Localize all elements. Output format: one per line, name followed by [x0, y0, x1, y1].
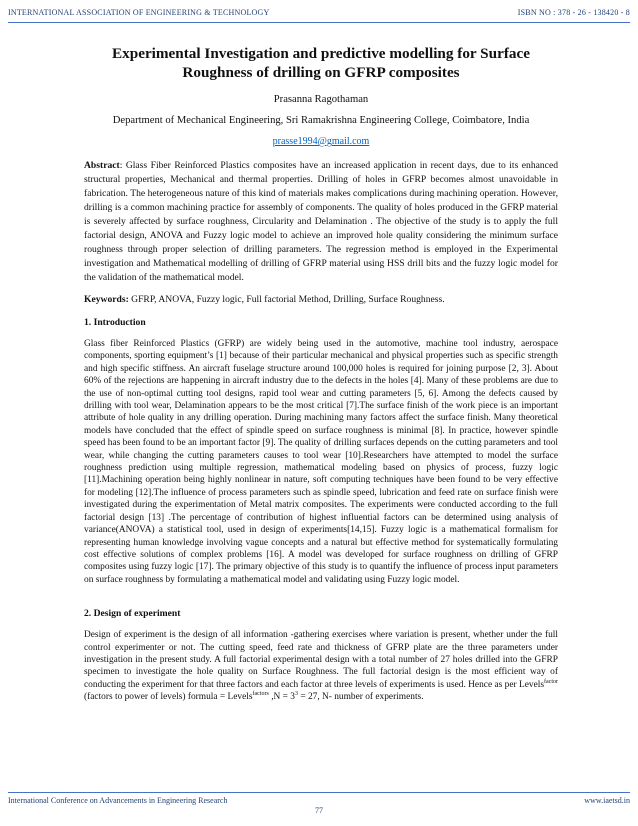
header-isbn: ISBN NO : 378 - 26 - 138420 - 8 — [517, 8, 630, 17]
paper-body — [84, 44, 558, 716]
author-email — [84, 136, 558, 147]
abstract-label: Abstract — [84, 160, 120, 171]
paper-title: Experimental Investigation and predictive modelling for Surface Roughness of drilling on GFRP composites — [112, 45, 530, 81]
page-header — [0, 0, 638, 26]
doe-text-c: ,N = 3 — [268, 692, 295, 703]
keywords — [84, 293, 558, 307]
doe-text-a: Design of experiment is the design of all information -gathering exercises where variation is present, whether under the full control experimenter or not. The cutting speed, feed rate and thickness of GFRP plate are the three parameters under investigation in the present study. A full factorial experimental design with a total number of 27 holes drilled into the GFRP specimen to investigate the hole quality on Surface Roughness. The full factorial design is the most efficient way of conducting the experiment for that three factors and each factor at three levels of experiments is used. Hence as per Levels — [84, 630, 558, 690]
doe-sup-factors: factors — [252, 691, 269, 698]
section-heading-introduction: 1. Introduction — [84, 317, 146, 328]
page-number: 77 — [315, 806, 323, 815]
author-affiliation: Department of Mechanical Engineering, Sri Ramakrishna Engineering College, Coimbatore, India — [112, 115, 530, 126]
doe-sup-factor: factor — [544, 678, 558, 685]
email-link[interactable]: prasse1994@gmail.com — [272, 136, 370, 147]
abstract-text: : Glass Fiber Reinforced Plastics composites have an increased application in recent days, due to its enhanced structural properties, Mechanical and thermal properties. Drilling of holes in GFRP becomes almost unavoidable in fabrication. The heterogeneous nature of this kind of materials makes complications during machining operation. However, drilling is a common machining practice for assembly of components. The quality of holes produced in the GFRP material is severely affected by surface roughness, Circularity and Delamination . The objective of the study is to apply the full factorial design, ANOVA and Fuzzy logic model to achieve an improved hole quality considering the minimum surface roughness through proper selection of drilling parameters. The regression method is employed in the Experimental investigation and Mathematical modelling of drilling of GFRP material using HSS drill bits and the fuzzy logic model for the validation of the mathematical model. — [84, 160, 558, 283]
footer-website: www.iaetsd.in — [584, 796, 630, 805]
abstract — [84, 159, 558, 285]
introduction-text: Glass fiber Reinforced Plastics (GFRP) are widely being used in the automotive, machine tool industry, aerospace components, sporting equipment’s [1] because of their particular mechanical and physical properties such as specific strength and high specific stiffness. An aircraft fuselage structure around 100,000 holes is required for joining purpose [2, 3]. About 60% of the rejections are happening in aircraft industry due to the defects in the holes [4]. Many of these problems are due to the use of non-optimal cutting tool designs, rapid tool wear and cutting parameters [5, 6]. Among the defects caused by drilling with tool wear, Delamination appears to be the most critical [7].The surface finish of the work piece is an important attribute of hole quality in any drilling operation. During machining many factors affect the surface finish. Many theoretical models have concluded that the effect of spindle speed on surface roughness is minimal [8]. In practice, however spindle speed has been found to be an important factor [9]. The quality of drilling surfaces depends on the cutting parameters and tool wear, while changing the cutting parameters causes to tool wear [10].Researchers have attempted to model the surface roughness prediction using multiple regression, mathematical modeling based on physics of process, fuzzy logic [11].Machining operation being highly nonlinear in nature, soft computing techniques have been found to be very effective for modeling [12].The influence of process parameters such as spindle speed, lubrication and feed rate on surface finish were investigated during the experimentation of Metal matrix composites. The experiments were conducted according to the full factorial design [13] .The percentage of contribution of highest influential factors can be determined using analysis of variance(ANOVA) a statistical tool, used in design of experiments[14,15]. Fuzzy logic is a mathematical formalism for representing human knowledge involving vague concepts and a natural but effective method for systematically formulating cost effective solutions of complex problems [16]. A model was developed for surface roughness on drilling of GFRP composites using fuzzy logic [17]. The primary objective of this study is to quantify the influence of process input parameters on surface roughness by formulating a mathematical model and validating using Fuzzy logic model. — [84, 339, 558, 585]
header-organization: INTERNATIONAL ASSOCIATION OF ENGINEERING & TECHNOLOGY — [8, 8, 270, 17]
author-name: Prasanna Ragothaman — [273, 94, 369, 105]
header-rule — [8, 22, 630, 23]
keywords-text: GFRP, ANOVA, Fuzzy logic, Full factorial Method, Drilling, Surface Roughness. — [128, 294, 445, 305]
footer-conference: International Conference on Advancements in Engineering Research — [8, 796, 228, 805]
doe-sup-three: 3 — [294, 691, 298, 698]
doe-text-d: = 27, N- number of experiments. — [297, 692, 424, 703]
keywords-label: Keywords: — [84, 294, 129, 305]
design-of-experiment-text — [84, 629, 558, 703]
footer-rule — [8, 792, 630, 793]
doe-text-b: (factors to power of levels) formula = Levels — [84, 692, 253, 703]
section-heading-design-of-experiment: 2. Design of experiment — [84, 608, 181, 620]
